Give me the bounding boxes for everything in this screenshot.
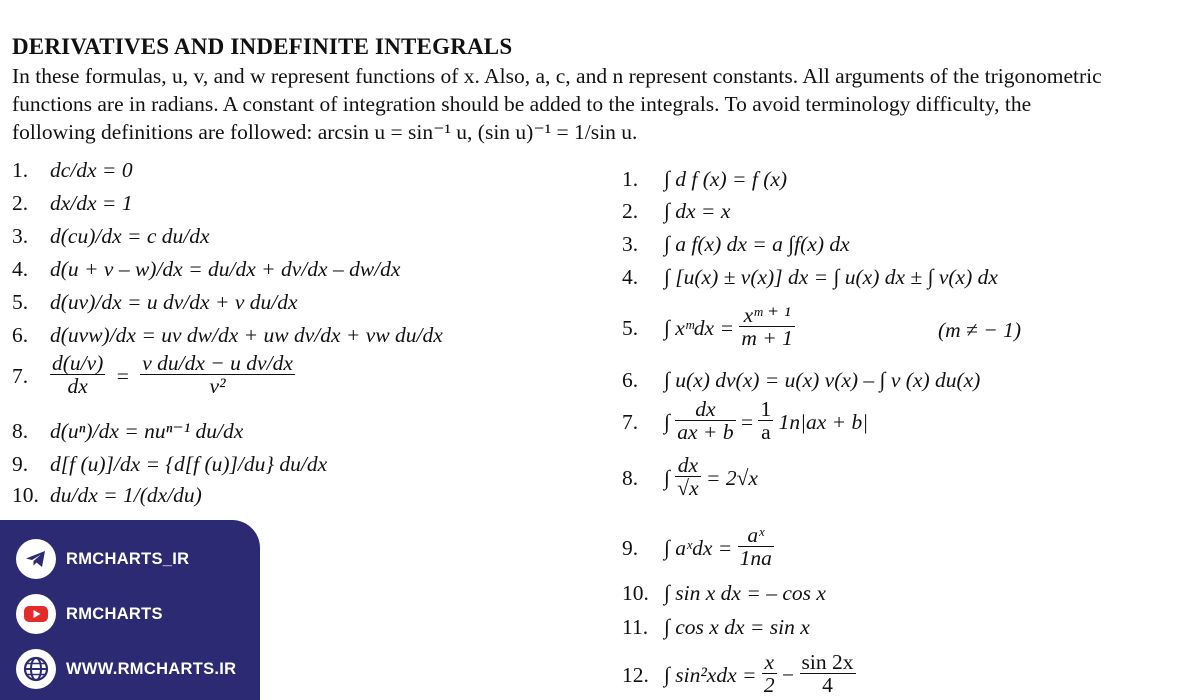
integral-item: [622, 199, 730, 224]
item-number: 9.: [12, 452, 29, 476]
fraction: [800, 652, 856, 696]
integral-lead: ∫ aˣdx =: [664, 535, 733, 560]
formula: [50, 351, 295, 398]
integral-lead: ∫ sin²xdx =: [664, 662, 757, 687]
fraction: [675, 399, 735, 443]
formula: [664, 397, 869, 444]
fraction-denominator: 4: [822, 673, 833, 697]
formula: d(cu)/dx = c du/dx: [50, 224, 210, 248]
item-number: 8.: [622, 465, 639, 490]
item-number: 9.: [622, 535, 639, 560]
item-number: 3.: [622, 232, 639, 256]
integral-item: [622, 397, 869, 446]
fraction-denominator: ax + b: [677, 420, 734, 444]
fraction-numerator: 1: [760, 397, 772, 421]
formula: ∫ [u(x) ± v(x)] dx = ∫ u(x) dx ± ∫ v(x) dx: [664, 265, 998, 289]
integral-item: [622, 453, 758, 502]
item-number: 5.: [12, 290, 29, 314]
formula-tail: = 2√x: [705, 465, 758, 490]
minus-sign: −: [782, 662, 795, 687]
fraction-numerator: v du/dx − u dv/dx: [142, 351, 293, 375]
item-number: 4.: [12, 257, 29, 281]
item-number: 12.: [622, 662, 649, 687]
item-number: 11.: [622, 615, 649, 639]
intro-paragraph: [12, 62, 1197, 146]
item-number: 6.: [12, 323, 29, 347]
integral-item: [622, 167, 787, 192]
formula: ∫ a f(x) dx = a ∫f(x) dx: [664, 232, 850, 256]
derivative-item: [12, 290, 298, 315]
fraction-denominator: 1na: [739, 546, 772, 570]
item-number: 8.: [12, 419, 29, 443]
item-number: 6.: [622, 368, 639, 392]
derivative-item: [12, 419, 243, 444]
fraction-denominator: m + 1: [741, 326, 793, 350]
fraction-numerator: dx: [675, 399, 735, 421]
formula: d(uvw)/dx = uv dw/dx + uw dv/dx + vw du/dx: [50, 323, 443, 347]
fraction: [50, 353, 105, 397]
derivative-item: [12, 191, 133, 216]
item-number: 7.: [12, 363, 29, 388]
formula: ∫ cos x dx = sin x: [664, 615, 810, 639]
fraction-denominator: a: [761, 420, 771, 444]
integral-item: [622, 368, 980, 393]
fraction: [762, 652, 777, 696]
telegram-handle: RMCHARTS_IR: [66, 549, 190, 568]
integral-item: [622, 303, 1022, 352]
derivative-item: [12, 483, 202, 508]
integral-item: [622, 615, 810, 640]
fraction: [140, 353, 295, 397]
formula: d[f (u)]/dx = {d[f (u)]/du} du/dx: [50, 452, 328, 476]
fraction: [738, 525, 774, 569]
integral-item: [622, 581, 826, 606]
fraction-numerator: aˣ: [738, 525, 774, 547]
youtube-handle: RMCHARTS: [66, 604, 163, 623]
fraction: [739, 305, 795, 349]
item-number: 4.: [622, 265, 639, 289]
item-number: 7.: [622, 409, 639, 434]
page-title: DERIVATIVES AND INDEFINITE INTEGRALS: [12, 34, 513, 59]
fraction-numerator: dx: [675, 455, 700, 477]
website-link[interactable]: [16, 649, 236, 689]
derivative-item: [12, 257, 400, 282]
intro-line-1: In these formulas, u, v, and w represent functions of x. Also, a, c, and n represent constants. All arguments of the trigonometric: [12, 64, 1102, 88]
fraction-numerator: sin 2x: [801, 650, 854, 674]
integral-item: [622, 523, 774, 572]
fraction: [675, 455, 700, 499]
formula: [664, 303, 795, 350]
formula: d(uv)/dx = u dv/dx + v du/dx: [50, 290, 298, 314]
equals-sign: =: [116, 363, 129, 388]
item-number: 1.: [12, 158, 29, 182]
item-number: 5.: [622, 315, 639, 340]
item-number: 2.: [12, 191, 29, 215]
telegram-icon: [16, 539, 56, 579]
website-url: WWW.RMCHARTS.IR: [66, 659, 237, 678]
intro-line-3: following definitions are followed: arcsin u = sin⁻¹ u, (sin u)⁻¹ = 1/sin u.: [12, 120, 638, 144]
fraction: [758, 399, 773, 443]
fraction-numerator: xᵐ ⁺ ¹: [739, 305, 795, 327]
item-number: 3.: [12, 224, 29, 248]
formula: d(uⁿ)/dx = nuⁿ⁻¹ du/dx: [50, 419, 244, 443]
intro-line-2: functions are in radians. A constant of integration should be added to the integrals. To avoid terminology difficulty, the: [12, 92, 1032, 116]
youtube-icon: [16, 594, 56, 634]
integral-lead: ∫: [664, 409, 670, 434]
fraction-denominator: v²: [209, 374, 226, 398]
fraction-numerator: d(u/v): [52, 351, 104, 375]
formula: [664, 453, 758, 500]
fraction-denominator: 2: [763, 673, 775, 697]
integral-item: [622, 650, 856, 699]
formula: dx/dx = 1: [50, 191, 133, 215]
integral-lead: ∫ xᵐdx =: [664, 315, 734, 340]
globe-icon: [16, 649, 56, 689]
formula: ∫ u(x) dv(x) = u(x) v(x) – ∫ v (x) du(x): [664, 368, 981, 392]
item-number: 1.: [622, 167, 639, 191]
equals-sign: =: [740, 409, 754, 434]
telegram-link[interactable]: [16, 539, 189, 579]
integral-item: [622, 232, 850, 257]
formula: d(u + v – w)/dx = du/dx + dv/dx – dw/dx: [50, 257, 401, 281]
integral-lead: ∫: [664, 465, 670, 490]
youtube-link[interactable]: [16, 594, 163, 634]
formula: dc/dx = 0: [50, 158, 133, 182]
formula: ∫ d f (x) = f (x): [664, 167, 788, 191]
fraction-numerator: x: [762, 652, 777, 674]
formula: ∫ dx = x: [664, 199, 731, 223]
derivative-item: [12, 351, 295, 400]
derivative-item: [12, 158, 133, 183]
condition: (m ≠ − 1): [938, 318, 1022, 342]
derivative-item: [12, 323, 443, 348]
item-number: 10.: [12, 483, 39, 507]
fraction-denominator: √x: [677, 476, 699, 500]
formula: du/dx = 1/(dx/du): [50, 483, 202, 507]
formula: ∫ sin x dx = – cos x: [664, 581, 826, 605]
derivative-item: [12, 452, 327, 477]
brand-overlay: [0, 520, 260, 700]
formula: [664, 650, 856, 697]
item-number: 10.: [622, 581, 649, 605]
integral-item: [622, 265, 998, 290]
formula: [664, 523, 774, 570]
formula-tail: 1n|ax + b|: [778, 409, 869, 434]
derivative-item: [12, 224, 210, 249]
fraction-denominator: dx: [67, 374, 88, 398]
item-number: 2.: [622, 199, 639, 223]
